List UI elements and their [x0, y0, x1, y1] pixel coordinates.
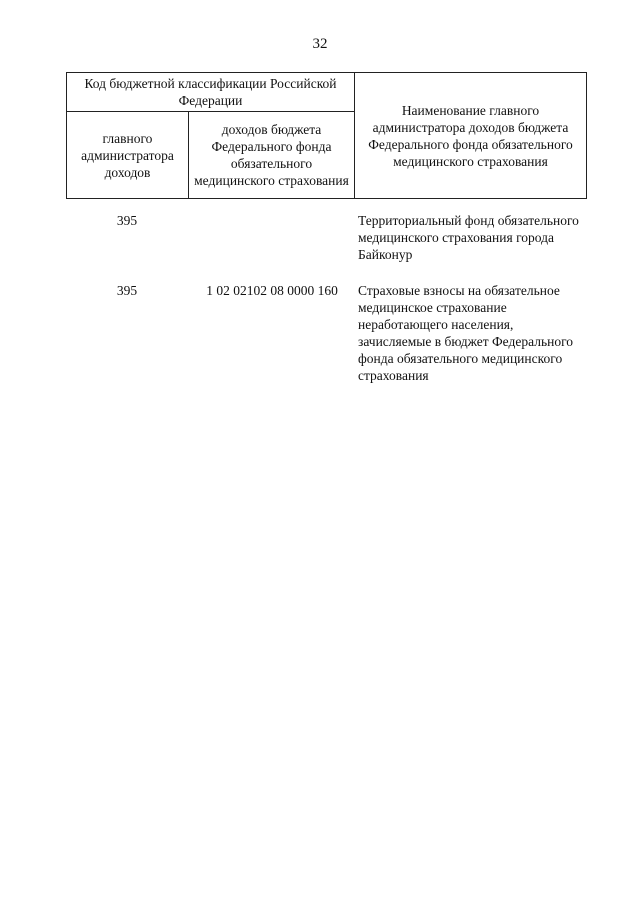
table-body: [66, 212, 586, 412]
header-admin-column: главного администратора доходов: [67, 112, 189, 199]
table-row: [66, 282, 586, 412]
header-name-column: Наименование главного администратора доходов бюджета Федерального фонда обязательного медицинского страхования: [355, 73, 587, 199]
row-admin-code: 395: [116, 283, 138, 298]
budget-classification-table-header: [66, 72, 587, 199]
row-name: Территориальный фонд обязательного медицинского страхования города Байконур: [358, 213, 579, 262]
row-income-code: 1 02 02102 08 0000 160: [206, 283, 338, 298]
table-row: [66, 212, 586, 282]
page-number: 32: [312, 36, 328, 52]
header-code-column: доходов бюджета Федерального фонда обязательного медицинского страхования: [189, 112, 355, 199]
row-admin-code: 395: [116, 213, 138, 228]
row-name: Страховые взносы на обязательное медицинское страхование неработающего населения, зачисляемые в бюджет Федерального фонда обязательного медицинского страхования: [358, 283, 574, 383]
header-group-title: Код бюджетной классификации Российской Федерации: [67, 73, 355, 112]
